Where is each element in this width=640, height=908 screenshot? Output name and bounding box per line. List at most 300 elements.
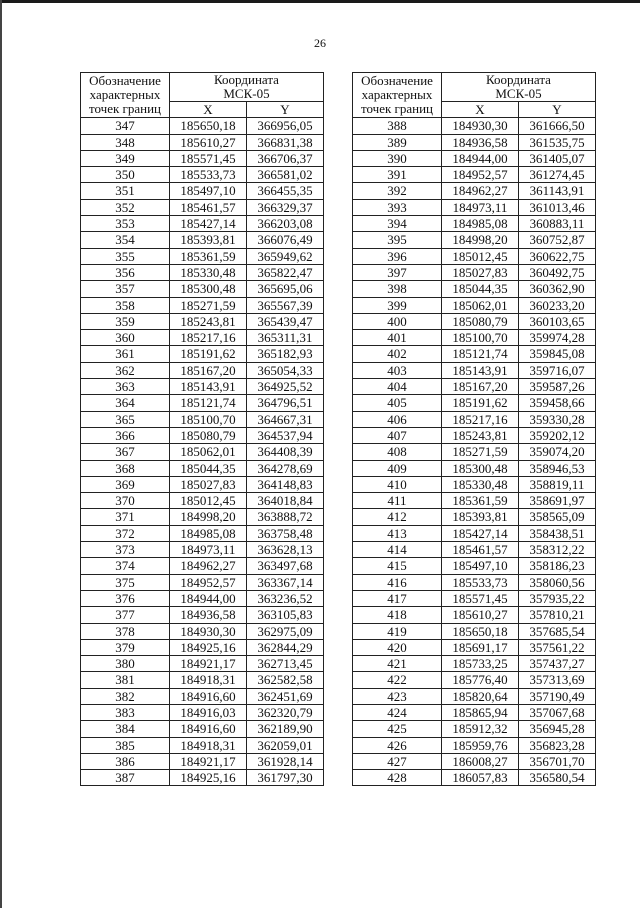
point-header-line-3: точек границ bbox=[360, 101, 434, 117]
x-coordinate-cell: 185820,64 bbox=[442, 688, 519, 704]
point-id-cell: 372 bbox=[81, 525, 170, 541]
point-id-cell: 404 bbox=[353, 379, 442, 395]
y-coordinate-cell: 361928,14 bbox=[247, 753, 324, 769]
y-coordinate-cell: 358946,53 bbox=[519, 460, 596, 476]
y-coordinate-cell: 362451,69 bbox=[247, 688, 324, 704]
x-coordinate-cell: 185044,35 bbox=[442, 281, 519, 297]
table-row bbox=[81, 607, 324, 623]
x-coordinate-cell: 185062,01 bbox=[170, 444, 247, 460]
table-row bbox=[81, 704, 324, 720]
y-coordinate-cell: 364408,39 bbox=[247, 444, 324, 460]
x-coordinate-cell: 184952,57 bbox=[170, 574, 247, 590]
y-coordinate-cell: 361405,07 bbox=[519, 150, 596, 166]
table-row bbox=[81, 134, 324, 150]
point-id-cell: 358 bbox=[81, 297, 170, 313]
y-coordinate-cell: 359845,08 bbox=[519, 346, 596, 362]
table-row bbox=[81, 639, 324, 655]
table-row bbox=[81, 656, 324, 672]
table-row bbox=[353, 118, 596, 134]
table-header-row bbox=[353, 73, 596, 102]
x-coordinate-cell: 185100,70 bbox=[170, 411, 247, 427]
point-id-cell: 348 bbox=[81, 134, 170, 150]
y-coordinate-cell: 359587,26 bbox=[519, 379, 596, 395]
table-row bbox=[353, 297, 596, 313]
point-id-cell: 422 bbox=[353, 672, 442, 688]
table-row bbox=[81, 330, 324, 346]
y-coordinate-cell: 358565,09 bbox=[519, 509, 596, 525]
point-id-cell: 387 bbox=[81, 770, 170, 786]
y-coordinate-cell: 359458,66 bbox=[519, 395, 596, 411]
y-coordinate-cell: 364925,52 bbox=[247, 379, 324, 395]
x-coordinate-cell: 185300,48 bbox=[170, 281, 247, 297]
y-coordinate-cell: 365949,62 bbox=[247, 248, 324, 264]
x-coordinate-cell: 184973,11 bbox=[442, 199, 519, 215]
x-coordinate-cell: 184944,00 bbox=[442, 150, 519, 166]
table-row bbox=[81, 427, 324, 443]
table-row bbox=[353, 493, 596, 509]
x-coordinate-cell: 185865,94 bbox=[442, 704, 519, 720]
table-row bbox=[81, 313, 324, 329]
point-id-cell: 355 bbox=[81, 248, 170, 264]
y-coordinate-cell: 363497,68 bbox=[247, 558, 324, 574]
point-id-cell: 368 bbox=[81, 460, 170, 476]
table-row bbox=[353, 753, 596, 769]
point-id-cell: 403 bbox=[353, 362, 442, 378]
point-id-cell: 377 bbox=[81, 607, 170, 623]
table-row bbox=[353, 623, 596, 639]
point-id-cell: 352 bbox=[81, 199, 170, 215]
point-id-cell: 382 bbox=[81, 688, 170, 704]
x-coordinate-cell: 185959,76 bbox=[442, 737, 519, 753]
point-id-cell: 423 bbox=[353, 688, 442, 704]
point-id-cell: 397 bbox=[353, 264, 442, 280]
table-row bbox=[81, 232, 324, 248]
point-id-cell: 362 bbox=[81, 362, 170, 378]
x-coordinate-cell: 184973,11 bbox=[170, 542, 247, 558]
point-id-cell: 367 bbox=[81, 444, 170, 460]
y-coordinate-cell: 359330,28 bbox=[519, 411, 596, 427]
table-row bbox=[353, 525, 596, 541]
y-coordinate-cell: 357190,49 bbox=[519, 688, 596, 704]
table-row bbox=[353, 427, 596, 443]
x-coordinate-cell: 186008,27 bbox=[442, 753, 519, 769]
y-coordinate-cell: 360103,65 bbox=[519, 313, 596, 329]
x-coordinate-cell: 185650,18 bbox=[442, 623, 519, 639]
y-coordinate-cell: 366203,08 bbox=[247, 216, 324, 232]
scan-edge-left bbox=[0, 0, 2, 908]
y-coordinate-cell: 365822,47 bbox=[247, 264, 324, 280]
y-coordinate-cell: 356945,28 bbox=[519, 721, 596, 737]
x-column-header: X bbox=[442, 102, 519, 118]
point-id-cell: 408 bbox=[353, 444, 442, 460]
x-coordinate-cell: 185217,16 bbox=[442, 411, 519, 427]
point-id-cell: 394 bbox=[353, 216, 442, 232]
y-coordinate-cell: 363105,83 bbox=[247, 607, 324, 623]
y-coordinate-cell: 366329,37 bbox=[247, 199, 324, 215]
table-row bbox=[81, 525, 324, 541]
table-row bbox=[81, 688, 324, 704]
x-coordinate-cell: 185080,79 bbox=[442, 313, 519, 329]
y-coordinate-cell: 363628,13 bbox=[247, 542, 324, 558]
table-row bbox=[353, 183, 596, 199]
point-id-cell: 421 bbox=[353, 656, 442, 672]
y-coordinate-cell: 362189,90 bbox=[247, 721, 324, 737]
point-id-cell: 417 bbox=[353, 590, 442, 606]
x-coordinate-cell: 185497,10 bbox=[442, 558, 519, 574]
table-row bbox=[353, 460, 596, 476]
point-id-cell: 418 bbox=[353, 607, 442, 623]
x-coordinate-cell: 185461,57 bbox=[170, 199, 247, 215]
x-coordinate-cell: 185191,62 bbox=[170, 346, 247, 362]
point-id-cell: 386 bbox=[81, 753, 170, 769]
y-coordinate-cell: 366831,38 bbox=[247, 134, 324, 150]
y-coordinate-cell: 357437,27 bbox=[519, 656, 596, 672]
point-id-cell: 395 bbox=[353, 232, 442, 248]
y-column-header: Y bbox=[519, 102, 596, 118]
point-id-cell: 375 bbox=[81, 574, 170, 590]
table-row bbox=[81, 753, 324, 769]
coordinate-header-line-2: МСК-05 bbox=[223, 86, 270, 101]
point-id-cell: 393 bbox=[353, 199, 442, 215]
x-coordinate-cell: 184916,60 bbox=[170, 721, 247, 737]
point-id-cell: 380 bbox=[81, 656, 170, 672]
x-coordinate-cell: 185080,79 bbox=[170, 427, 247, 443]
y-coordinate-cell: 358060,56 bbox=[519, 574, 596, 590]
point-id-cell: 416 bbox=[353, 574, 442, 590]
table-row bbox=[81, 281, 324, 297]
x-coordinate-cell: 184936,58 bbox=[442, 134, 519, 150]
y-coordinate-cell: 362975,09 bbox=[247, 623, 324, 639]
point-header-line-2: характерных bbox=[361, 87, 433, 103]
point-id-cell: 409 bbox=[353, 460, 442, 476]
point-header-line-3: точек границ bbox=[88, 101, 162, 117]
point-id-cell: 373 bbox=[81, 542, 170, 558]
table-row bbox=[81, 264, 324, 280]
point-id-cell: 351 bbox=[81, 183, 170, 199]
y-coordinate-cell: 362844,29 bbox=[247, 639, 324, 655]
table-row bbox=[81, 558, 324, 574]
table-row bbox=[81, 297, 324, 313]
table-row bbox=[81, 770, 324, 786]
x-coordinate-cell: 184936,58 bbox=[170, 607, 247, 623]
point-id-cell: 425 bbox=[353, 721, 442, 737]
table-row bbox=[353, 590, 596, 606]
table-row bbox=[81, 167, 324, 183]
point-id-cell: 400 bbox=[353, 313, 442, 329]
point-id-cell: 419 bbox=[353, 623, 442, 639]
table-row bbox=[81, 476, 324, 492]
y-coordinate-cell: 357067,68 bbox=[519, 704, 596, 720]
y-coordinate-cell: 365311,31 bbox=[247, 330, 324, 346]
x-coordinate-cell: 185610,27 bbox=[170, 134, 247, 150]
point-id-cell: 427 bbox=[353, 753, 442, 769]
y-coordinate-cell: 360622,75 bbox=[519, 248, 596, 264]
table-row bbox=[353, 411, 596, 427]
table-row bbox=[81, 574, 324, 590]
point-id-cell: 399 bbox=[353, 297, 442, 313]
x-coordinate-cell: 184930,30 bbox=[170, 623, 247, 639]
x-coordinate-cell: 185533,73 bbox=[170, 167, 247, 183]
y-coordinate-cell: 366076,49 bbox=[247, 232, 324, 248]
x-coordinate-cell: 184998,20 bbox=[442, 232, 519, 248]
table-row bbox=[81, 444, 324, 460]
x-coordinate-cell: 185393,81 bbox=[170, 232, 247, 248]
table-row bbox=[353, 476, 596, 492]
point-id-cell: 369 bbox=[81, 476, 170, 492]
x-coordinate-cell: 185533,73 bbox=[442, 574, 519, 590]
x-coordinate-cell: 185271,59 bbox=[442, 444, 519, 460]
y-coordinate-cell: 361143,91 bbox=[519, 183, 596, 199]
point-id-cell: 354 bbox=[81, 232, 170, 248]
x-coordinate-cell: 185427,14 bbox=[442, 525, 519, 541]
table-header-row bbox=[81, 73, 324, 102]
y-coordinate-cell: 362713,45 bbox=[247, 656, 324, 672]
y-coordinate-cell: 362059,01 bbox=[247, 737, 324, 753]
x-coordinate-cell: 185361,59 bbox=[442, 493, 519, 509]
coordinate-system-header bbox=[442, 73, 596, 102]
x-coordinate-cell: 185330,48 bbox=[442, 476, 519, 492]
y-coordinate-cell: 358819,11 bbox=[519, 476, 596, 492]
y-coordinate-cell: 360362,90 bbox=[519, 281, 596, 297]
point-id-cell: 385 bbox=[81, 737, 170, 753]
y-coordinate-cell: 365439,47 bbox=[247, 313, 324, 329]
point-id-cell: 411 bbox=[353, 493, 442, 509]
table-row bbox=[353, 574, 596, 590]
table-row bbox=[353, 281, 596, 297]
point-id-cell: 371 bbox=[81, 509, 170, 525]
table-row bbox=[353, 509, 596, 525]
table-row bbox=[81, 183, 324, 199]
y-coordinate-cell: 358186,23 bbox=[519, 558, 596, 574]
table-row bbox=[81, 721, 324, 737]
x-coordinate-cell: 184918,31 bbox=[170, 737, 247, 753]
x-coordinate-cell: 185330,48 bbox=[170, 264, 247, 280]
point-id-cell: 402 bbox=[353, 346, 442, 362]
table-row bbox=[81, 150, 324, 166]
table-row bbox=[353, 607, 596, 623]
y-coordinate-cell: 360883,11 bbox=[519, 216, 596, 232]
coordinate-system-header bbox=[170, 73, 324, 102]
table-row bbox=[353, 313, 596, 329]
table-row bbox=[353, 656, 596, 672]
y-coordinate-cell: 366706,37 bbox=[247, 150, 324, 166]
point-id-cell: 390 bbox=[353, 150, 442, 166]
table-row bbox=[81, 216, 324, 232]
table-row bbox=[353, 346, 596, 362]
table-row bbox=[81, 379, 324, 395]
y-coordinate-cell: 365567,39 bbox=[247, 297, 324, 313]
x-coordinate-cell: 185571,45 bbox=[170, 150, 247, 166]
point-id-cell: 376 bbox=[81, 590, 170, 606]
y-coordinate-cell: 357935,22 bbox=[519, 590, 596, 606]
x-coordinate-cell: 185121,74 bbox=[170, 395, 247, 411]
x-coordinate-cell: 185012,45 bbox=[442, 248, 519, 264]
table-row bbox=[81, 346, 324, 362]
x-coordinate-cell: 185912,32 bbox=[442, 721, 519, 737]
point-id-cell: 361 bbox=[81, 346, 170, 362]
point-id-cell: 412 bbox=[353, 509, 442, 525]
x-coordinate-cell: 185012,45 bbox=[170, 493, 247, 509]
x-coordinate-cell: 184985,08 bbox=[170, 525, 247, 541]
point-id-cell: 363 bbox=[81, 379, 170, 395]
table-row bbox=[81, 395, 324, 411]
point-id-cell: 347 bbox=[81, 118, 170, 134]
x-coordinate-cell: 184916,03 bbox=[170, 704, 247, 720]
x-coordinate-cell: 185300,48 bbox=[442, 460, 519, 476]
point-id-cell: 414 bbox=[353, 542, 442, 558]
coordinate-header-line-2: МСК-05 bbox=[495, 86, 542, 101]
table-row bbox=[81, 362, 324, 378]
x-coordinate-cell: 184925,16 bbox=[170, 770, 247, 786]
x-coordinate-cell: 185243,81 bbox=[170, 313, 247, 329]
x-coordinate-cell: 185461,57 bbox=[442, 542, 519, 558]
point-id-cell: 383 bbox=[81, 704, 170, 720]
y-coordinate-cell: 356580,54 bbox=[519, 770, 596, 786]
table-row bbox=[353, 542, 596, 558]
table-row bbox=[353, 721, 596, 737]
y-coordinate-cell: 359974,28 bbox=[519, 330, 596, 346]
point-id-cell: 389 bbox=[353, 134, 442, 150]
scan-edge-top bbox=[0, 0, 640, 3]
point-id-cell: 374 bbox=[81, 558, 170, 574]
point-designation-header bbox=[353, 73, 442, 118]
point-id-cell: 398 bbox=[353, 281, 442, 297]
x-coordinate-cell: 185650,18 bbox=[170, 118, 247, 134]
y-coordinate-cell: 356701,70 bbox=[519, 753, 596, 769]
table-row bbox=[81, 542, 324, 558]
point-id-cell: 384 bbox=[81, 721, 170, 737]
table-row bbox=[353, 134, 596, 150]
y-coordinate-cell: 364796,51 bbox=[247, 395, 324, 411]
page-number: 26 bbox=[314, 36, 326, 50]
x-coordinate-cell: 185062,01 bbox=[442, 297, 519, 313]
y-coordinate-cell: 357561,22 bbox=[519, 639, 596, 655]
point-id-cell: 415 bbox=[353, 558, 442, 574]
point-id-cell: 360 bbox=[81, 330, 170, 346]
point-id-cell: 413 bbox=[353, 525, 442, 541]
x-coordinate-cell: 185733,25 bbox=[442, 656, 519, 672]
x-coordinate-cell: 185217,16 bbox=[170, 330, 247, 346]
table-row bbox=[353, 737, 596, 753]
x-coordinate-cell: 185167,20 bbox=[442, 379, 519, 395]
y-coordinate-cell: 361274,45 bbox=[519, 167, 596, 183]
table-row bbox=[81, 493, 324, 509]
table-row bbox=[353, 264, 596, 280]
y-coordinate-cell: 362320,79 bbox=[247, 704, 324, 720]
x-coordinate-cell: 185143,91 bbox=[170, 379, 247, 395]
x-column-header: X bbox=[170, 102, 247, 118]
table-row bbox=[353, 167, 596, 183]
y-coordinate-cell: 364667,31 bbox=[247, 411, 324, 427]
y-coordinate-cell: 365695,06 bbox=[247, 281, 324, 297]
y-coordinate-cell: 364537,94 bbox=[247, 427, 324, 443]
y-coordinate-cell: 360752,87 bbox=[519, 232, 596, 248]
x-coordinate-cell: 184998,20 bbox=[170, 509, 247, 525]
table-row bbox=[81, 737, 324, 753]
x-coordinate-cell: 185143,91 bbox=[442, 362, 519, 378]
coordinate-header-line-1: Координата bbox=[214, 72, 279, 87]
point-id-cell: 396 bbox=[353, 248, 442, 264]
y-coordinate-cell: 363367,14 bbox=[247, 574, 324, 590]
y-coordinate-cell: 365054,33 bbox=[247, 362, 324, 378]
table-row bbox=[81, 118, 324, 134]
x-coordinate-cell: 185191,62 bbox=[442, 395, 519, 411]
y-coordinate-cell: 359074,20 bbox=[519, 444, 596, 460]
x-coordinate-cell: 185427,14 bbox=[170, 216, 247, 232]
y-coordinate-cell: 358691,97 bbox=[519, 493, 596, 509]
table-row bbox=[353, 704, 596, 720]
table-row bbox=[353, 444, 596, 460]
x-coordinate-cell: 184962,27 bbox=[170, 558, 247, 574]
point-id-cell: 381 bbox=[81, 672, 170, 688]
y-column-header: Y bbox=[247, 102, 324, 118]
point-id-cell: 353 bbox=[81, 216, 170, 232]
x-coordinate-cell: 185027,83 bbox=[170, 476, 247, 492]
point-id-cell: 405 bbox=[353, 395, 442, 411]
x-coordinate-cell: 185610,27 bbox=[442, 607, 519, 623]
table-row bbox=[353, 330, 596, 346]
y-coordinate-cell: 361535,75 bbox=[519, 134, 596, 150]
table-row bbox=[353, 199, 596, 215]
point-id-cell: 392 bbox=[353, 183, 442, 199]
y-coordinate-cell: 360492,75 bbox=[519, 264, 596, 280]
y-coordinate-cell: 360233,20 bbox=[519, 297, 596, 313]
coordinates-table-right bbox=[352, 72, 596, 786]
x-coordinate-cell: 185393,81 bbox=[442, 509, 519, 525]
y-coordinate-cell: 364148,83 bbox=[247, 476, 324, 492]
x-coordinate-cell: 184921,17 bbox=[170, 753, 247, 769]
y-coordinate-cell: 361797,30 bbox=[247, 770, 324, 786]
x-coordinate-cell: 184930,30 bbox=[442, 118, 519, 134]
point-id-cell: 410 bbox=[353, 476, 442, 492]
table-row bbox=[353, 639, 596, 655]
table-row bbox=[81, 623, 324, 639]
y-coordinate-cell: 357810,21 bbox=[519, 607, 596, 623]
x-coordinate-cell: 185027,83 bbox=[442, 264, 519, 280]
y-coordinate-cell: 357685,54 bbox=[519, 623, 596, 639]
table-row bbox=[353, 232, 596, 248]
table-row bbox=[353, 558, 596, 574]
table-row bbox=[353, 770, 596, 786]
point-header-line-1: Обозначение bbox=[361, 73, 433, 89]
point-id-cell: 420 bbox=[353, 639, 442, 655]
x-coordinate-cell: 184962,27 bbox=[442, 183, 519, 199]
y-coordinate-cell: 366956,05 bbox=[247, 118, 324, 134]
y-coordinate-cell: 359716,07 bbox=[519, 362, 596, 378]
y-coordinate-cell: 357313,69 bbox=[519, 672, 596, 688]
y-coordinate-cell: 364018,84 bbox=[247, 493, 324, 509]
point-id-cell: 428 bbox=[353, 770, 442, 786]
table-row bbox=[81, 199, 324, 215]
x-coordinate-cell: 185571,45 bbox=[442, 590, 519, 606]
point-id-cell: 379 bbox=[81, 639, 170, 655]
coordinates-table-left bbox=[80, 72, 324, 786]
point-id-cell: 365 bbox=[81, 411, 170, 427]
x-coordinate-cell: 184916,60 bbox=[170, 688, 247, 704]
x-coordinate-cell: 185776,40 bbox=[442, 672, 519, 688]
coordinate-header-line-1: Координата bbox=[486, 72, 551, 87]
point-id-cell: 366 bbox=[81, 427, 170, 443]
point-id-cell: 401 bbox=[353, 330, 442, 346]
y-coordinate-cell: 364278,69 bbox=[247, 460, 324, 476]
y-coordinate-cell: 362582,58 bbox=[247, 672, 324, 688]
point-id-cell: 391 bbox=[353, 167, 442, 183]
point-id-cell: 378 bbox=[81, 623, 170, 639]
y-coordinate-cell: 365182,93 bbox=[247, 346, 324, 362]
x-coordinate-cell: 184985,08 bbox=[442, 216, 519, 232]
x-coordinate-cell: 185243,81 bbox=[442, 427, 519, 443]
point-id-cell: 364 bbox=[81, 395, 170, 411]
